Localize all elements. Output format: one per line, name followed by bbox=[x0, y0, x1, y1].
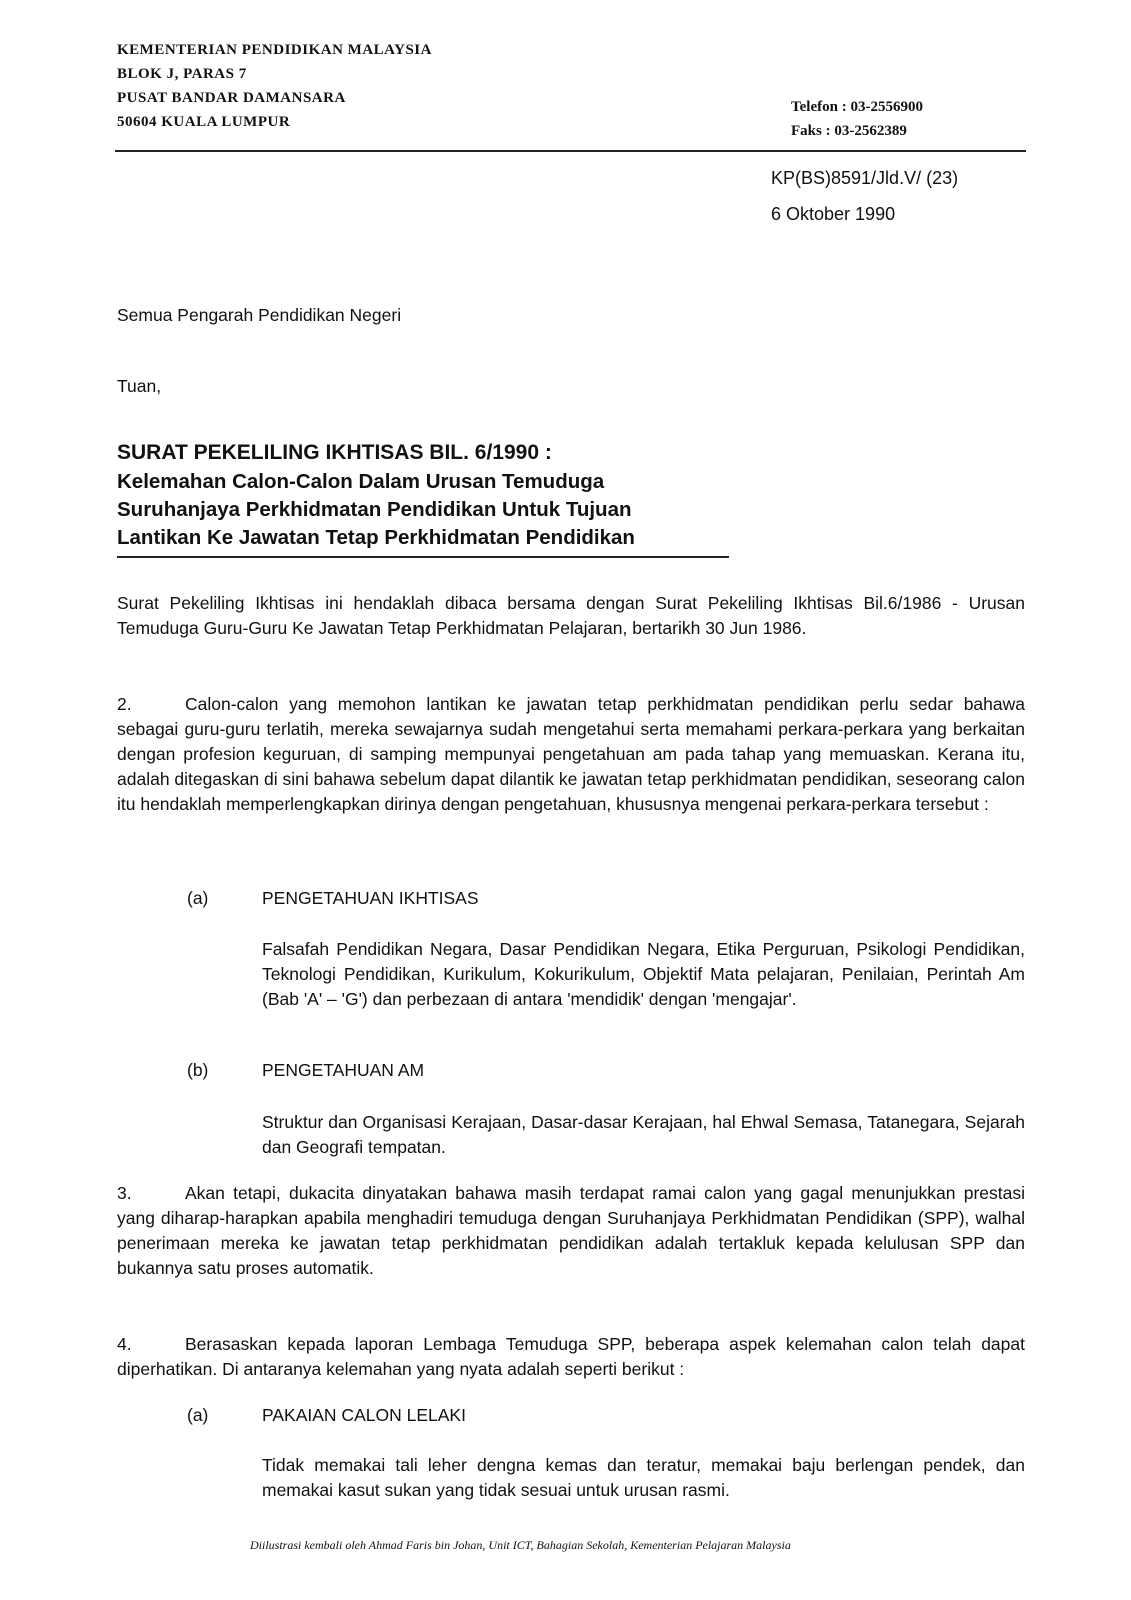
paragraph-text: Berasaskan kepada laporan Lembaga Temuduga SPP, beberapa aspek kelemahan calon telah dapat diperhatikan. Di antaranya kelemahan yang nyata adalah seperti berikut : bbox=[117, 1334, 1025, 1379]
item-2b-body: Struktur dan Organisasi Kerajaan, Dasar-dasar Kerajaan, hal Ehwal Semasa, Tatanegara, Sejarah dan Geografi tempatan. bbox=[262, 1112, 1025, 1157]
fax-number: Faks : 03-2562389 bbox=[791, 123, 907, 139]
item-4a-body: Tidak memakai tali leher dengna kemas dan teratur, memakai baju berlengan pendek, dan memakai kasut sukan yang tidak sesuai untuk urusan rasmi. bbox=[262, 1455, 1025, 1500]
title-underline bbox=[117, 556, 729, 558]
paragraph-3 bbox=[117, 1181, 1025, 1281]
recipient: Semua Pengarah Pendidikan Negeri bbox=[117, 305, 402, 325]
subject-line: Kelemahan Calon-Calon Dalam Urusan Temuduga bbox=[117, 470, 605, 493]
item-2a bbox=[187, 886, 479, 911]
reference-block bbox=[771, 160, 958, 232]
paragraph-2 bbox=[117, 692, 1025, 817]
letterhead-postcode-city: 50604 KUALA LUMPUR bbox=[117, 114, 291, 130]
paragraph-4 bbox=[117, 1332, 1025, 1382]
telephone-number: Telefon : 03-2556900 bbox=[791, 99, 923, 115]
letterhead-org-name: KEMENTERIAN PENDIDIKAN MALAYSIA bbox=[117, 42, 432, 58]
item-letter: (a) bbox=[187, 888, 209, 908]
letterhead-contact bbox=[791, 95, 923, 143]
salutation: Tuan, bbox=[117, 376, 162, 396]
item-2a-body: Falsafah Pendidikan Negara, Dasar Pendidikan Negara, Etika Perguruan, Psikologi Pendidikan, Teknologi Pendidikan, Kurikulum, Kokurikulum, Objektif Mata pelajaran, Penilaian, Perintah Am (Bab 'A' – 'G') dan perbezaan di antara 'mendidik' dengan 'mengajar'. bbox=[262, 939, 1025, 1009]
paragraph-number: 2. bbox=[117, 694, 132, 714]
item-heading: PAKAIAN CALON LELAKI bbox=[262, 1405, 466, 1425]
letterhead-address bbox=[117, 38, 432, 134]
subject-line: Lantikan Ke Jawatan Tetap Perkhidmatan Pendidikan bbox=[117, 526, 635, 549]
letter-date: 6 Oktober 1990 bbox=[771, 204, 896, 224]
circular-title bbox=[117, 438, 635, 552]
footer-credit: Diilustrasi kembali oleh Ahmad Faris bin Johan, Unit ICT, Bahagian Sekolah, Kementerian Pelajaran Malaysia bbox=[250, 1538, 791, 1552]
reference-number: KP(BS)8591/Jld.V/ (23) bbox=[771, 168, 959, 188]
paragraph-number: 4. bbox=[117, 1334, 132, 1354]
circular-subject bbox=[117, 468, 635, 552]
header-divider bbox=[115, 150, 1026, 152]
item-heading: PENGETAHUAN AM bbox=[262, 1060, 425, 1080]
subject-line: Suruhanjaya Perkhidmatan Pendidikan Untuk Tujuan bbox=[117, 498, 632, 521]
letterhead-block: BLOK J, PARAS 7 bbox=[117, 66, 247, 82]
circular-number: SURAT PEKELILING IKHTISAS BIL. 6/1990 : bbox=[117, 441, 552, 464]
paragraph-text: Akan tetapi, dukacita dinyatakan bahawa masih terdapat ramai calon yang gagal menunjukkan prestasi yang diharap-harapkan apabila menghadiri temuduga dengan Suruhanjaya Perkhidmatan Pendidikan (SPP), walhal penerimaan mereka ke jawatan tetap perkhidmatan pendidikan adalah tertakluk kepada kelulusan SPP dan bukannya satu proses automatik. bbox=[117, 1183, 1025, 1278]
item-letter: (a) bbox=[187, 1405, 209, 1425]
item-heading: PENGETAHUAN IKHTISAS bbox=[262, 888, 479, 908]
item-letter: (b) bbox=[187, 1060, 209, 1080]
paragraph-number: 3. bbox=[117, 1183, 132, 1203]
item-4a bbox=[187, 1403, 466, 1428]
letterhead-area: PUSAT BANDAR DAMANSARA bbox=[117, 90, 346, 106]
paragraph-text: Calon-calon yang memohon lantikan ke jawatan tetap perkhidmatan pendidikan perlu sedar bahawa sebagai guru-guru terlatih, mereka sewajarnya sudah mengetahui serta memahami perkara-perkara yang berkaitan dengan profesion keguruan, di samping mempunyai pengetahuan am pada tahap yang memuaskan. Kerana itu, adalah ditegaskan di sini bahawa sebelum dapat dilantik ke jawatan tetap perkhidmatan pendidikan, seseorang calon itu hendaklah memperlengkapkan dirinya dengan pengetahuan, khususnya mengenai perkara-perkara tersebut : bbox=[117, 694, 1025, 814]
paragraph-1: Surat Pekeliling Ikhtisas ini hendaklah dibaca bersama dengan Surat Pekeliling Ikhtisas Bil.6/1986 - Urusan Temuduga Guru-Guru Ke Jawatan Tetap Perkhidmatan Pelajaran, bertarikh 30 Jun 1986. bbox=[117, 593, 1025, 638]
item-2b bbox=[187, 1058, 424, 1083]
